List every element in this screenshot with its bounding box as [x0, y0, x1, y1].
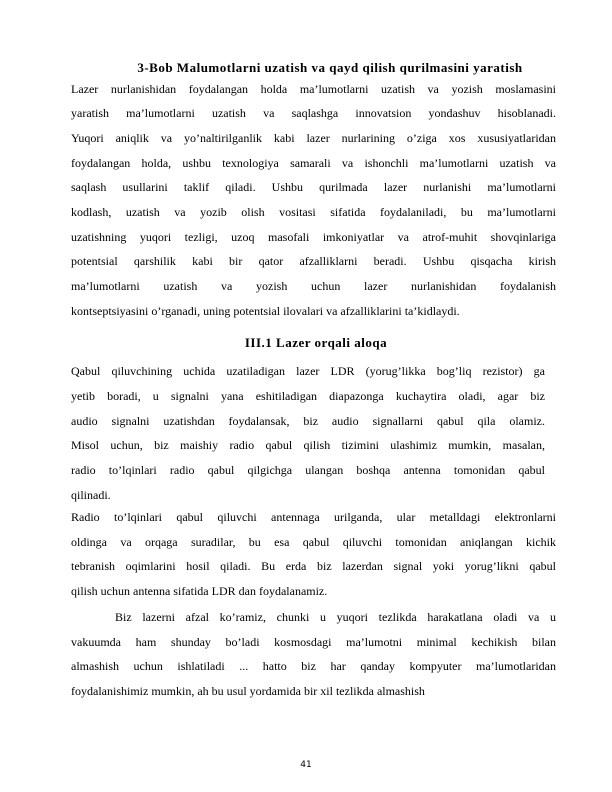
paragraph-1-line: Yuqori aniqlik va yo’naltirilganlik kabi lazer nurlarining o’ziga xos xususiyatlaridan	[71, 131, 556, 145]
paragraph-2-line: qilinadi.	[71, 488, 111, 502]
paragraph-4-line: Biz lazerni afzal ko’ramiz, chunki u yuqori tezlikda harakatlana oladi va u	[115, 610, 556, 624]
paragraph-1-line: saqlash usullarini taklif qiladi. Ushbu qurilmada lazer nurlanishi ma’lumotlarni	[71, 180, 556, 194]
paragraph-3-line: qilish uchun antenna sifatida LDR dan foydalanamiz.	[71, 584, 328, 598]
chapter-title: 3-Bob Malumotlarni uzatish va qayd qilish qurilmasini yaratish	[137, 60, 523, 75]
paragraph-1-line: yaratish ma’lumotlarni uzatish va saqlashga innovatsion yondashuv hisoblanadi.	[71, 106, 556, 120]
paragraph-2-line: Qabul qiluvchining uchida uzatiladigan lazer LDR (yorug’likka bog’liq rezistor) ga	[71, 364, 545, 378]
paragraph-1-line: uzatishning yuqori tezligi, uzoq masofali imkoniyatlar va atrof-muhit shovqinlariga	[71, 230, 556, 244]
paragraph-1-line: ma’lumotlarni uzatish va yozish uchun lazer nurlanishidan foydalanish	[71, 279, 556, 293]
paragraph-2-line: radio to’lqinlari radio qabul qilgichga ulangan boshqa antenna tomonidan qabul	[71, 463, 545, 477]
paragraph-1-line: kodlash, uzatish va yozib olish vositasi sifatida foydalaniladi, bu ma’lumotlarni	[71, 205, 556, 219]
paragraph-4-line: vakuumda ham shunday bo’ladi kosmosdagi ma’lumotni minimal kechikish bilan	[71, 635, 556, 649]
paragraph-1-line: foydalangan holda, ushbu texnologiya samarali va ishonchli ma’lumotlarni uzatish va	[71, 156, 556, 170]
paragraph-4-line: almashish uchun ishlatiladi ... hatto biz har qanday kompyuter ma’lumotlaridan	[71, 659, 556, 673]
page-number: 41	[300, 760, 312, 770]
paragraph-3-line: oldinga va orqaga suradilar, bu esa qabul qiluvchi tomonidan aniqlangan kichik	[71, 535, 556, 549]
paragraph-2-line: yetib boradi, u signalni yana eshitiladigan diapazonga kuchaytira oladi, agar biz	[71, 389, 545, 403]
paragraph-3-line: tebranish oqimlarini hosil qiladi. Bu erda biz lazerdan signal yoki yorug’likni qabul	[71, 559, 556, 573]
paragraph-3-line: Radio to’lqinlari qabul qiluvchi antennaga urilganda, ular metalldagi elektronlarni	[71, 510, 556, 524]
paragraph-2-line: Misol uchun, biz maishiy radio qabul qilish tizimini ulashimiz mumkin, masalan,	[71, 438, 545, 452]
paragraph-4-line: foydalanishimiz mumkin, ah bu usul yordamida bir xil tezlikda almashish	[71, 684, 425, 698]
paragraph-1-line: potentsial qarshilik kabi bir qator afzalliklarni beradi. Ushbu qisqacha kirish	[71, 254, 556, 268]
paragraph-1-line: kontseptsiyasini o’rganadi, uning potentsial ilovalari va afzalliklarini ta’kidlaydi.	[71, 304, 460, 318]
paragraph-1-line: Lazer nurlanishidan foydalangan holda ma’lumotlarni uzatish va yozish moslamasini	[71, 82, 556, 96]
section-title: III.1 Lazer orqali aloqa	[244, 335, 388, 350]
paragraph-2-line: audio signalni uzatishdan foydalansak, biz audio signallarni qabul qila olamiz.	[71, 414, 545, 428]
